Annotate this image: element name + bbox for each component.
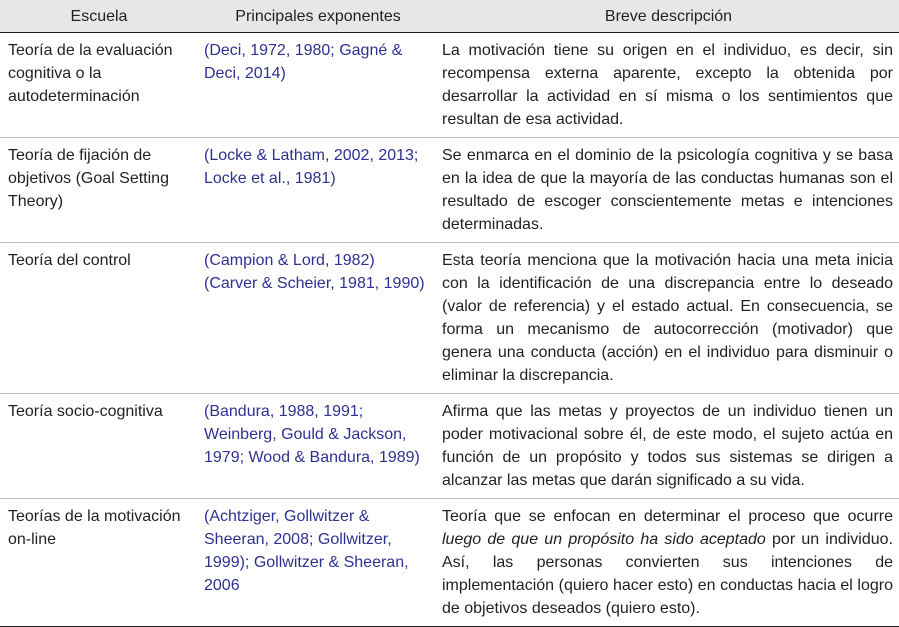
table-row	[0, 138, 899, 243]
table-row	[0, 243, 899, 394]
authors-cell: (Achtziger, Gollwitzer & Sheeran, 2008; Gollwitzer, 1999); Gollwitzer & Sheeran, 2006	[198, 499, 438, 627]
description-text-end: por un individuo. Así, las personas convierten sus intenciones de implementación (quiero hacer esto) en conductas hacia el logro de objetivos deseados (quiero esto).	[442, 531, 894, 617]
description-cell: Afirma que las metas y proyectos de un individuo tienen un poder motivacional sobre él, de este modo, el sujeto actúa en función de un propósito y todos sus sistemas se dirigen a alcanzar las metas que darán significado a su vida.	[438, 394, 899, 499]
description-cell	[438, 499, 899, 627]
header-school: Escuela	[0, 0, 198, 33]
description-cell: La motivación tiene su origen en el individuo, es decir, sin recompensa externa aparente, excepto la obtenida por desarrollar la actividad en sí misma o los sentimientos que resultan de esa actividad.	[438, 33, 899, 138]
authors-cell: (Deci, 1972, 1980; Gagné & Deci, 2014)	[198, 33, 438, 138]
school-cell: Teorías de la motivación on-line	[0, 499, 198, 627]
header-authors: Principales exponentes	[198, 0, 438, 33]
header-description: Breve descripción	[438, 0, 899, 33]
table-row	[0, 33, 899, 138]
description-text-start: Teoría que se enfocan en determinar el proceso que ocurre	[442, 508, 893, 525]
table-row	[0, 394, 899, 499]
description-cell: Se enmarca en el dominio de la psicología cognitiva y se basa en la idea de que la mayoría de las conductas humanas son el resultado de escoger conscientemente metas e intenciones determinadas.	[438, 138, 899, 243]
authors-cell: (Locke & Latham, 2002, 2013; Locke et al., 1981)	[198, 138, 438, 243]
table-row	[0, 499, 899, 627]
authors-cell: (Campion & Lord, 1982) (Carver & Scheier, 1981, 1990)	[198, 243, 438, 394]
description-cell: Esta teoría menciona que la motivación hacia una meta inicia con la identificación de una discrepancia entre lo deseado (valor de referencia) y el estado actual. En consecuencia, se forma un mecanismo de autocorrección (motivador) que genera una conducta (acción) en el individuo para disminuir o eliminar la discrepancia.	[438, 243, 899, 394]
school-cell: Teoría del control	[0, 243, 198, 394]
school-cell: Teoría de fijación de objetivos (Goal Setting Theory)	[0, 138, 198, 243]
school-cell: Teoría socio-cognitiva	[0, 394, 198, 499]
school-cell: Teoría de la evaluación cognitiva o la autodeterminación	[0, 33, 198, 138]
header-row	[0, 0, 899, 33]
authors-cell: (Bandura, 1988, 1991; Weinberg, Gould & Jackson, 1979; Wood & Bandura, 1989)	[198, 394, 438, 499]
description-text-italic: luego de que un propósito ha sido aceptado	[442, 531, 766, 548]
